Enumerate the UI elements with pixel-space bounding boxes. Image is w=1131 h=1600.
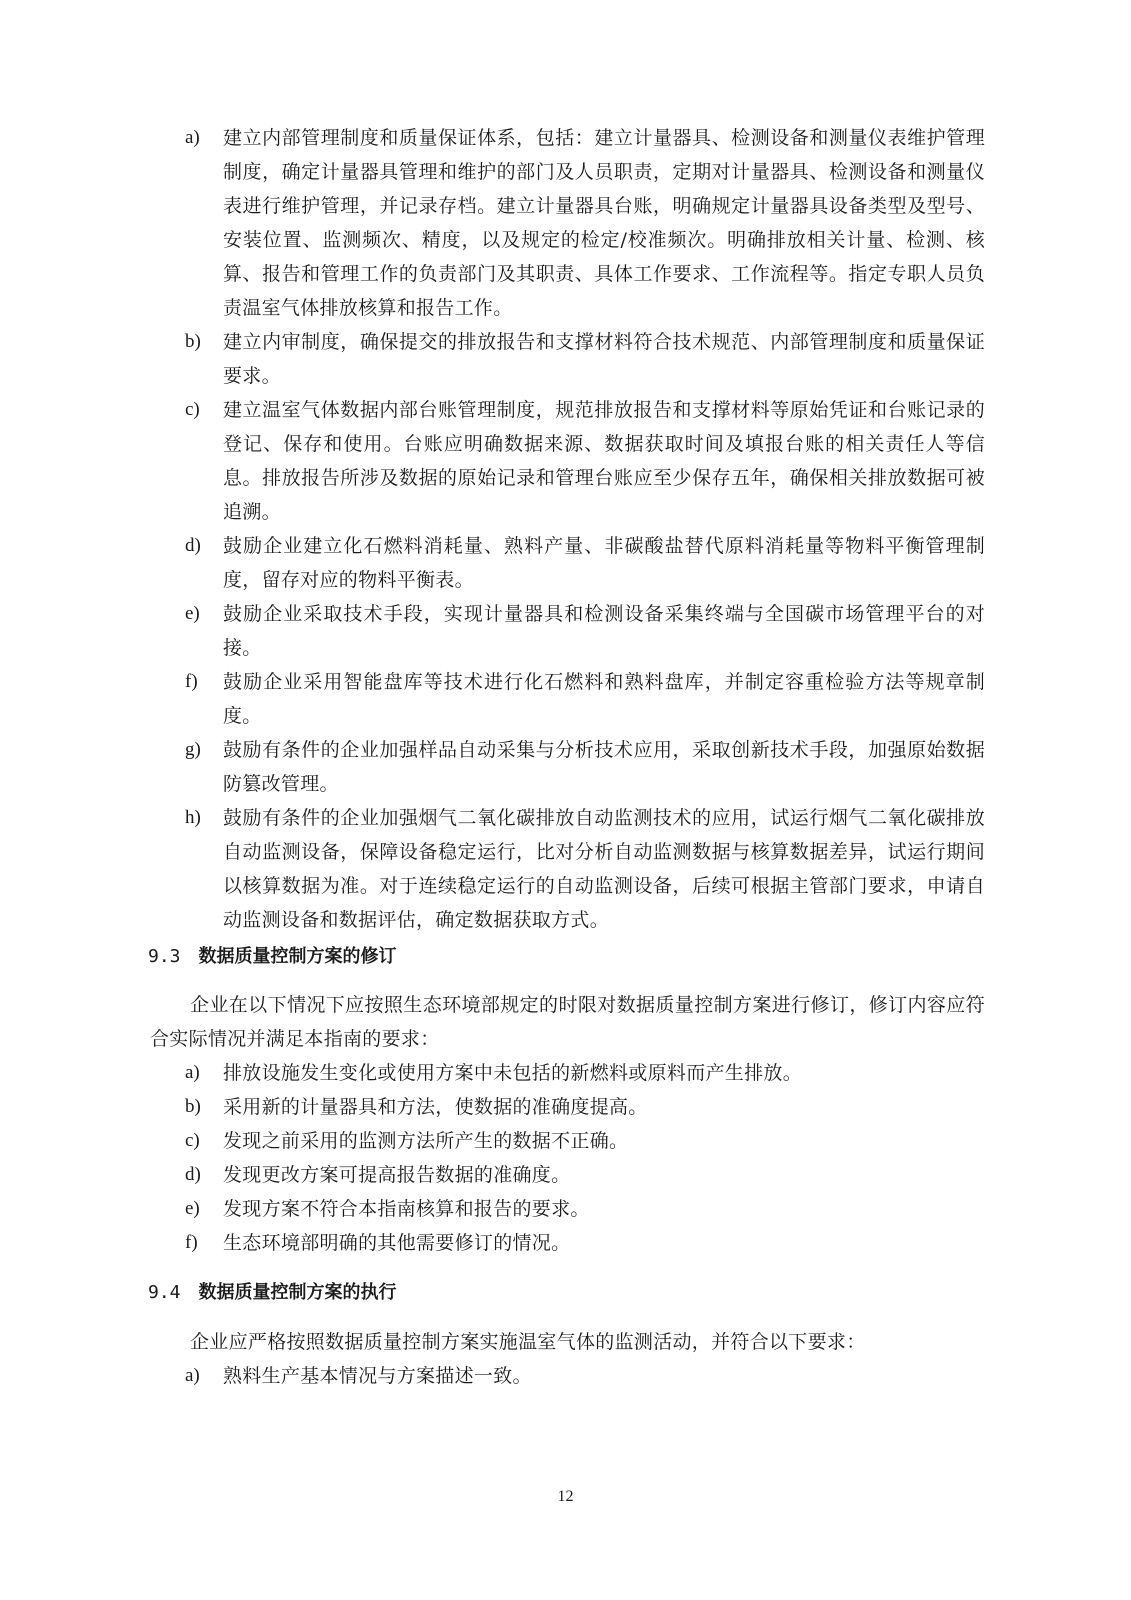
list-item-text: 建立内审制度，确保提交的排放报告和支撑材料符合技术规范、内部管理制度和质量保证要求。 — [223, 331, 985, 387]
list-item-text: 鼓励企业建立化石燃料消耗量、熟料产量、非碳酸盐替代原料消耗量等物料平衡管理制度，留存对应的物料平衡表。 — [223, 535, 985, 591]
list-item-label: d) — [185, 535, 201, 556]
list-item-label: e) — [185, 603, 200, 624]
list-item — [185, 665, 985, 733]
list-item-label: a) — [185, 1062, 200, 1083]
list-item-text: 熟料生产基本情况与方案描述一致。 — [223, 1365, 532, 1387]
list-item — [185, 1226, 985, 1260]
quality-assurance-list — [185, 121, 985, 937]
section-number: 9.3 — [148, 946, 181, 967]
list-item — [185, 1192, 985, 1226]
list-item-label: h) — [185, 807, 201, 828]
list-item-label: b) — [185, 1096, 201, 1117]
list-item-label: a) — [185, 127, 200, 148]
section-heading-9-3 — [148, 942, 397, 972]
list-item-label: g) — [185, 739, 201, 760]
list-item-text: 生态环境部明确的其他需要修订的情况。 — [223, 1232, 571, 1254]
list-item — [185, 597, 985, 665]
section-number: 9.4 — [148, 1282, 181, 1303]
list-item — [185, 529, 985, 597]
list-item-label: a) — [185, 1365, 200, 1386]
revision-conditions-list — [185, 1056, 985, 1260]
list-item — [185, 121, 985, 325]
section-intro-9-4: 企业应严格按照数据质量控制方案实施温室气体的监测活动，并符合以下要求： — [190, 1331, 866, 1353]
list-item-label: f) — [185, 1232, 198, 1253]
list-item-label: c) — [185, 399, 200, 420]
list-item — [185, 325, 985, 393]
list-item-text: 鼓励企业采取技术手段，实现计量器具和检测设备采集终端与全国碳市场管理平台的对接。 — [223, 603, 985, 659]
list-item-label: c) — [185, 1130, 200, 1151]
list-item — [185, 733, 985, 801]
list-item-label: f) — [185, 671, 198, 692]
list-item — [185, 1056, 985, 1090]
list-item-label: e) — [185, 1198, 200, 1219]
list-item-text: 建立内部管理制度和质量保证体系，包括：建立计量器具、检测设备和测量仪表维护管理制度，确定计量器具管理和维护的部门及人员职责，定期对计量器具、检测设备和测量仪表进行维护管理，并记录存档。建立计量器具台账，明确规定计量器具设备类型及型号、安装位置、监测频次、精度，以及规定的检定/校准频次。明确排放相关计量、检测、核算、报告和管理工作的负责部门及其职责、具体工作要求、工作流程等。指定专职人员负责温室气体排放核算和报告工作。 — [223, 127, 985, 319]
list-item-text: 采用新的计量器具和方法，使数据的准确度提高。 — [223, 1096, 648, 1118]
list-item-text: 鼓励有条件的企业加强样品自动采集与分析技术应用，采取创新技术手段，加强原始数据防篡改管理。 — [223, 739, 985, 795]
list-item-label: d) — [185, 1164, 201, 1185]
list-item-text: 发现方案不符合本指南核算和报告的要求。 — [223, 1198, 590, 1220]
list-item-text: 发现之前采用的监测方法所产生的数据不正确。 — [223, 1130, 629, 1152]
list-item-text: 建立温室气体数据内部台账管理制度，规范排放报告和支撑材料等原始凭证和台账记录的登记、保存和使用。台账应明确数据来源、数据获取时间及填报台账的相关责任人等信息。排放报告所涉及数据的原始记录和管理台账应至少保存五年，确保相关排放数据可被追溯。 — [223, 399, 985, 523]
list-item — [185, 1158, 985, 1192]
section-intro-9-3: 企业在以下情况下应按照生态环境部规定的时限对数据质量控制方案进行修订，修订内容应符合实际情况并满足本指南的要求： — [150, 994, 985, 1050]
list-item — [185, 1359, 985, 1393]
section-title: 数据质量控制方案的修订 — [198, 946, 397, 967]
list-item — [185, 801, 985, 937]
section-heading-9-4 — [148, 1278, 397, 1308]
list-item-text: 发现更改方案可提高报告数据的准确度。 — [223, 1164, 571, 1186]
list-item — [185, 393, 985, 529]
page-number: 12 — [557, 1488, 574, 1505]
list-item-text: 鼓励企业采用智能盘库等技术进行化石燃料和熟料盘库，并制定容重检验方法等规章制度。 — [223, 671, 985, 727]
list-item — [185, 1124, 985, 1158]
list-item-text: 排放设施发生变化或使用方案中未包括的新燃料或原料而产生排放。 — [223, 1062, 803, 1084]
list-item-label: b) — [185, 331, 201, 352]
execution-requirements-list — [185, 1359, 985, 1393]
list-item-text: 鼓励有条件的企业加强烟气二氧化碳排放自动监测技术的应用，试运行烟气二氧化碳排放自动监测设备，保障设备稳定运行，比对分析自动监测数据与核算数据差异，试运行期间以核算数据为准。对于连续稳定运行的自动监测设备，后续可根据主管部门要求，申请自动监测设备和数据评估，确定数据获取方式。 — [223, 807, 985, 931]
section-title: 数据质量控制方案的执行 — [198, 1282, 397, 1303]
list-item — [185, 1090, 985, 1124]
